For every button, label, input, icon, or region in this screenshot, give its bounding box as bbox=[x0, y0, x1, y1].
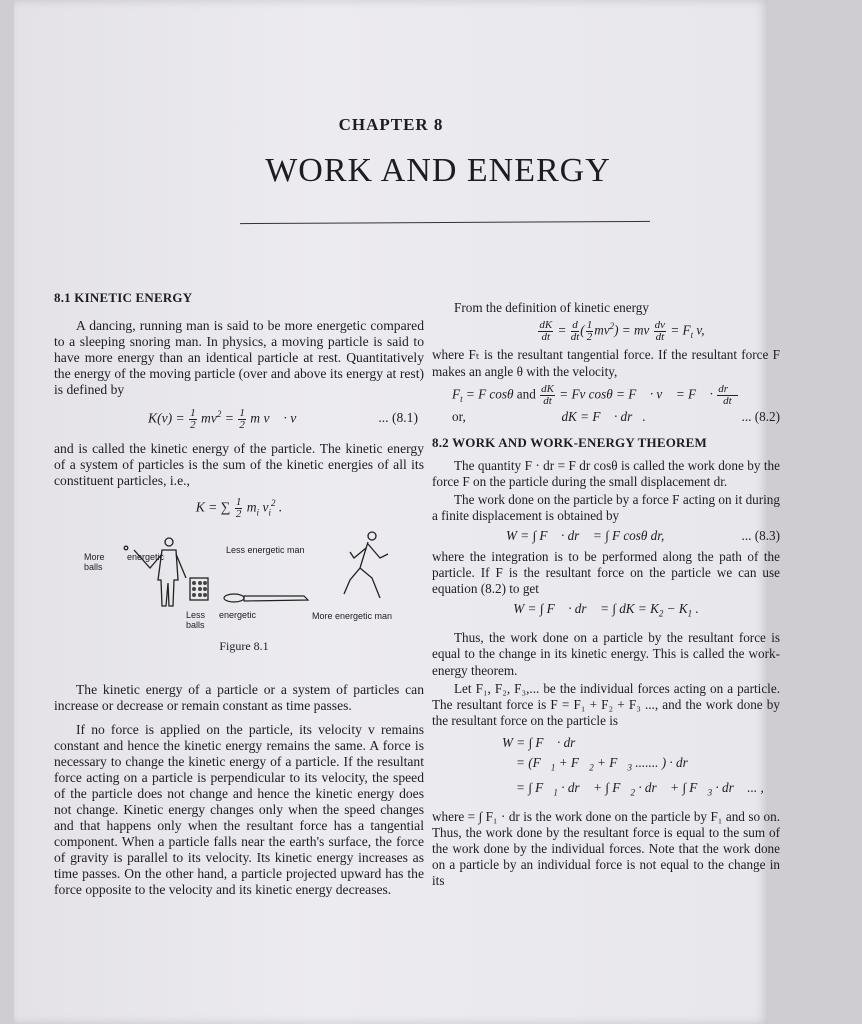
equation-8-1: K(v) = $\frac{1}{2}$ $mv^2$ = $\frac{1}{2}$ m v⃗ · v⃗ ... (8.1) bbox=[148, 406, 418, 431]
equation-number: ... (8.2) bbox=[741, 409, 780, 425]
paragraph: Let F₁, F₂, F₃,... be the individual forces acting on a particle. The resultant force is F = F₁ + F₂ + F₃ ..., and the work done by the resultant force on the particle is bbox=[432, 680, 780, 729]
left-column bbox=[54, 290, 424, 898]
right-column bbox=[432, 290, 780, 890]
paragraph: where = ∫ F₁ · dr is the work done on the particle by F₁ and so on. Thus, the work done by the resultant force is equal to the sum of the work done by the individual forces. Note that the work done on a particle by an individual force is not equal to the change in its bbox=[432, 808, 780, 889]
paragraph: The kinetic energy of a particle or a system of particles can increase or decrease or remain constant as time passes. bbox=[54, 682, 424, 714]
paragraph: From the definition of kinetic energy bbox=[454, 300, 649, 315]
label-more-energetic-man: More energetic man bbox=[312, 611, 393, 622]
paragraph: where Fₜ is the resultant tangential force. If the resultant force F makes an angle θ with the velocity, bbox=[432, 347, 780, 379]
chapter-title: WORK AND ENERGY bbox=[265, 152, 611, 189]
paragraph: A dancing, running man is said to be more energetic compared to a sleeping snoring man. In physics, a moving particle is said to have more energy than an identical particle at rest. Quantitatively the energy of the moving particle (over and above its energy at rest) is defined by bbox=[54, 318, 424, 397]
figure-caption: Figure 8.1 bbox=[219, 639, 269, 654]
equation-work-energy: W = ∫ F⃗ · dr⃗ = ∫ dK = $K_2 - K_1$ . bbox=[513, 601, 699, 619]
equation-sum-ke: K = ∑ $\frac{1}{2}$ $m_i$ $v_i^2$ . bbox=[195, 495, 283, 520]
figure-8-1 bbox=[54, 528, 424, 678]
paragraph: If no force is applied on the particle, its velocity v remains constant and hence the kinetic energy remains the same. A force is necessary to change the kinetic energy of a particle. If the resultant force acting on a particle is perpendicular to its velocity, the speed of the particle does not change and hence the kinetic energy does not change. Kinetic energy changes only when the speed changes and that happens only when the resultant force has a tangential component. When a particle falls near the earth's surface, the force of gravity is parallel to its velocity. Its kinetic energy increases as time passes. On the other hand, a particle projected upward has the force opposite to the velocity and its kinetic energy decreases. bbox=[54, 722, 424, 898]
equation-dk-dt: $\frac{dK}{dt}$ = $\frac{d}{dt}$ ( $\frac{1}{2}$ $mv^2$) = mv $\frac{dv}{dt}$ = $F_t$ v, bbox=[539, 319, 705, 344]
equation-ft: $F_t = F$ cosθ and $\frac{dK}{dt}$ = Fv cosθ = F⃗ · v⃗ = F⃗ · $\frac{dr⃗}{dt}$ bbox=[452, 382, 737, 407]
paragraph: where the integration is to be performed along the path of the particle. If F is the resultant force on the particle we can use equation (8.2) to get bbox=[432, 548, 780, 597]
equation-8-2: or, dK = F⃗ · dr⃗. ... (8.2) bbox=[432, 409, 780, 425]
equation-number: ... (8.3) bbox=[741, 528, 780, 544]
book-page bbox=[14, 0, 780, 1024]
equation-number: ... (8.1) bbox=[378, 410, 418, 426]
label-less-energetic-man: Less energetic man bbox=[226, 545, 305, 556]
paragraph: The quantity F · dr = F dr cosθ is called the work done by the force F on the particle during the small displacement dr. bbox=[432, 457, 780, 489]
equation-sum-work: W = ∫ F⃗ · dr⃗ = ($F⃗_1$ + $F⃗_2$ + $F⃗_3$ ....... ) · dr⃗ = ∫ $F⃗_1$ · dr⃗ + ∫ $F⃗_2$ · dr⃗ + ∫ $F⃗_3$ · dr⃗ ... , bbox=[502, 735, 764, 798]
label-less-energetic-balls: Less energetic balls bbox=[186, 610, 256, 631]
title-rule bbox=[240, 221, 650, 224]
paragraph: The work done on the particle by a force F acting on it during a finite displacement is obtained by bbox=[432, 492, 780, 524]
section-heading-8-1: 8.1 KINETIC ENERGY bbox=[54, 290, 193, 305]
chapter-number: CHAPTER 8 bbox=[338, 115, 444, 134]
section-heading-8-2: 8.2 WORK AND WORK-ENERGY THEOREM bbox=[432, 435, 707, 451]
paragraph: and is called the kinetic energy of the particle. The kinetic energy of a system of particles is the sum of the kinetic energies of all its constituent particles, i.e., bbox=[54, 440, 424, 488]
paragraph: Thus, the work done on a particle by the resultant force is equal to the change in its kinetic energy. This is called the work-energy theorem. bbox=[432, 630, 780, 678]
equation-or: or, bbox=[452, 409, 466, 425]
equation-8-3: W = ∫ F⃗ · dr⃗ = ∫ F cosθ dr, ... (8.3) bbox=[506, 528, 780, 544]
label-more-energetic-balls: More energetic balls bbox=[84, 552, 164, 573]
